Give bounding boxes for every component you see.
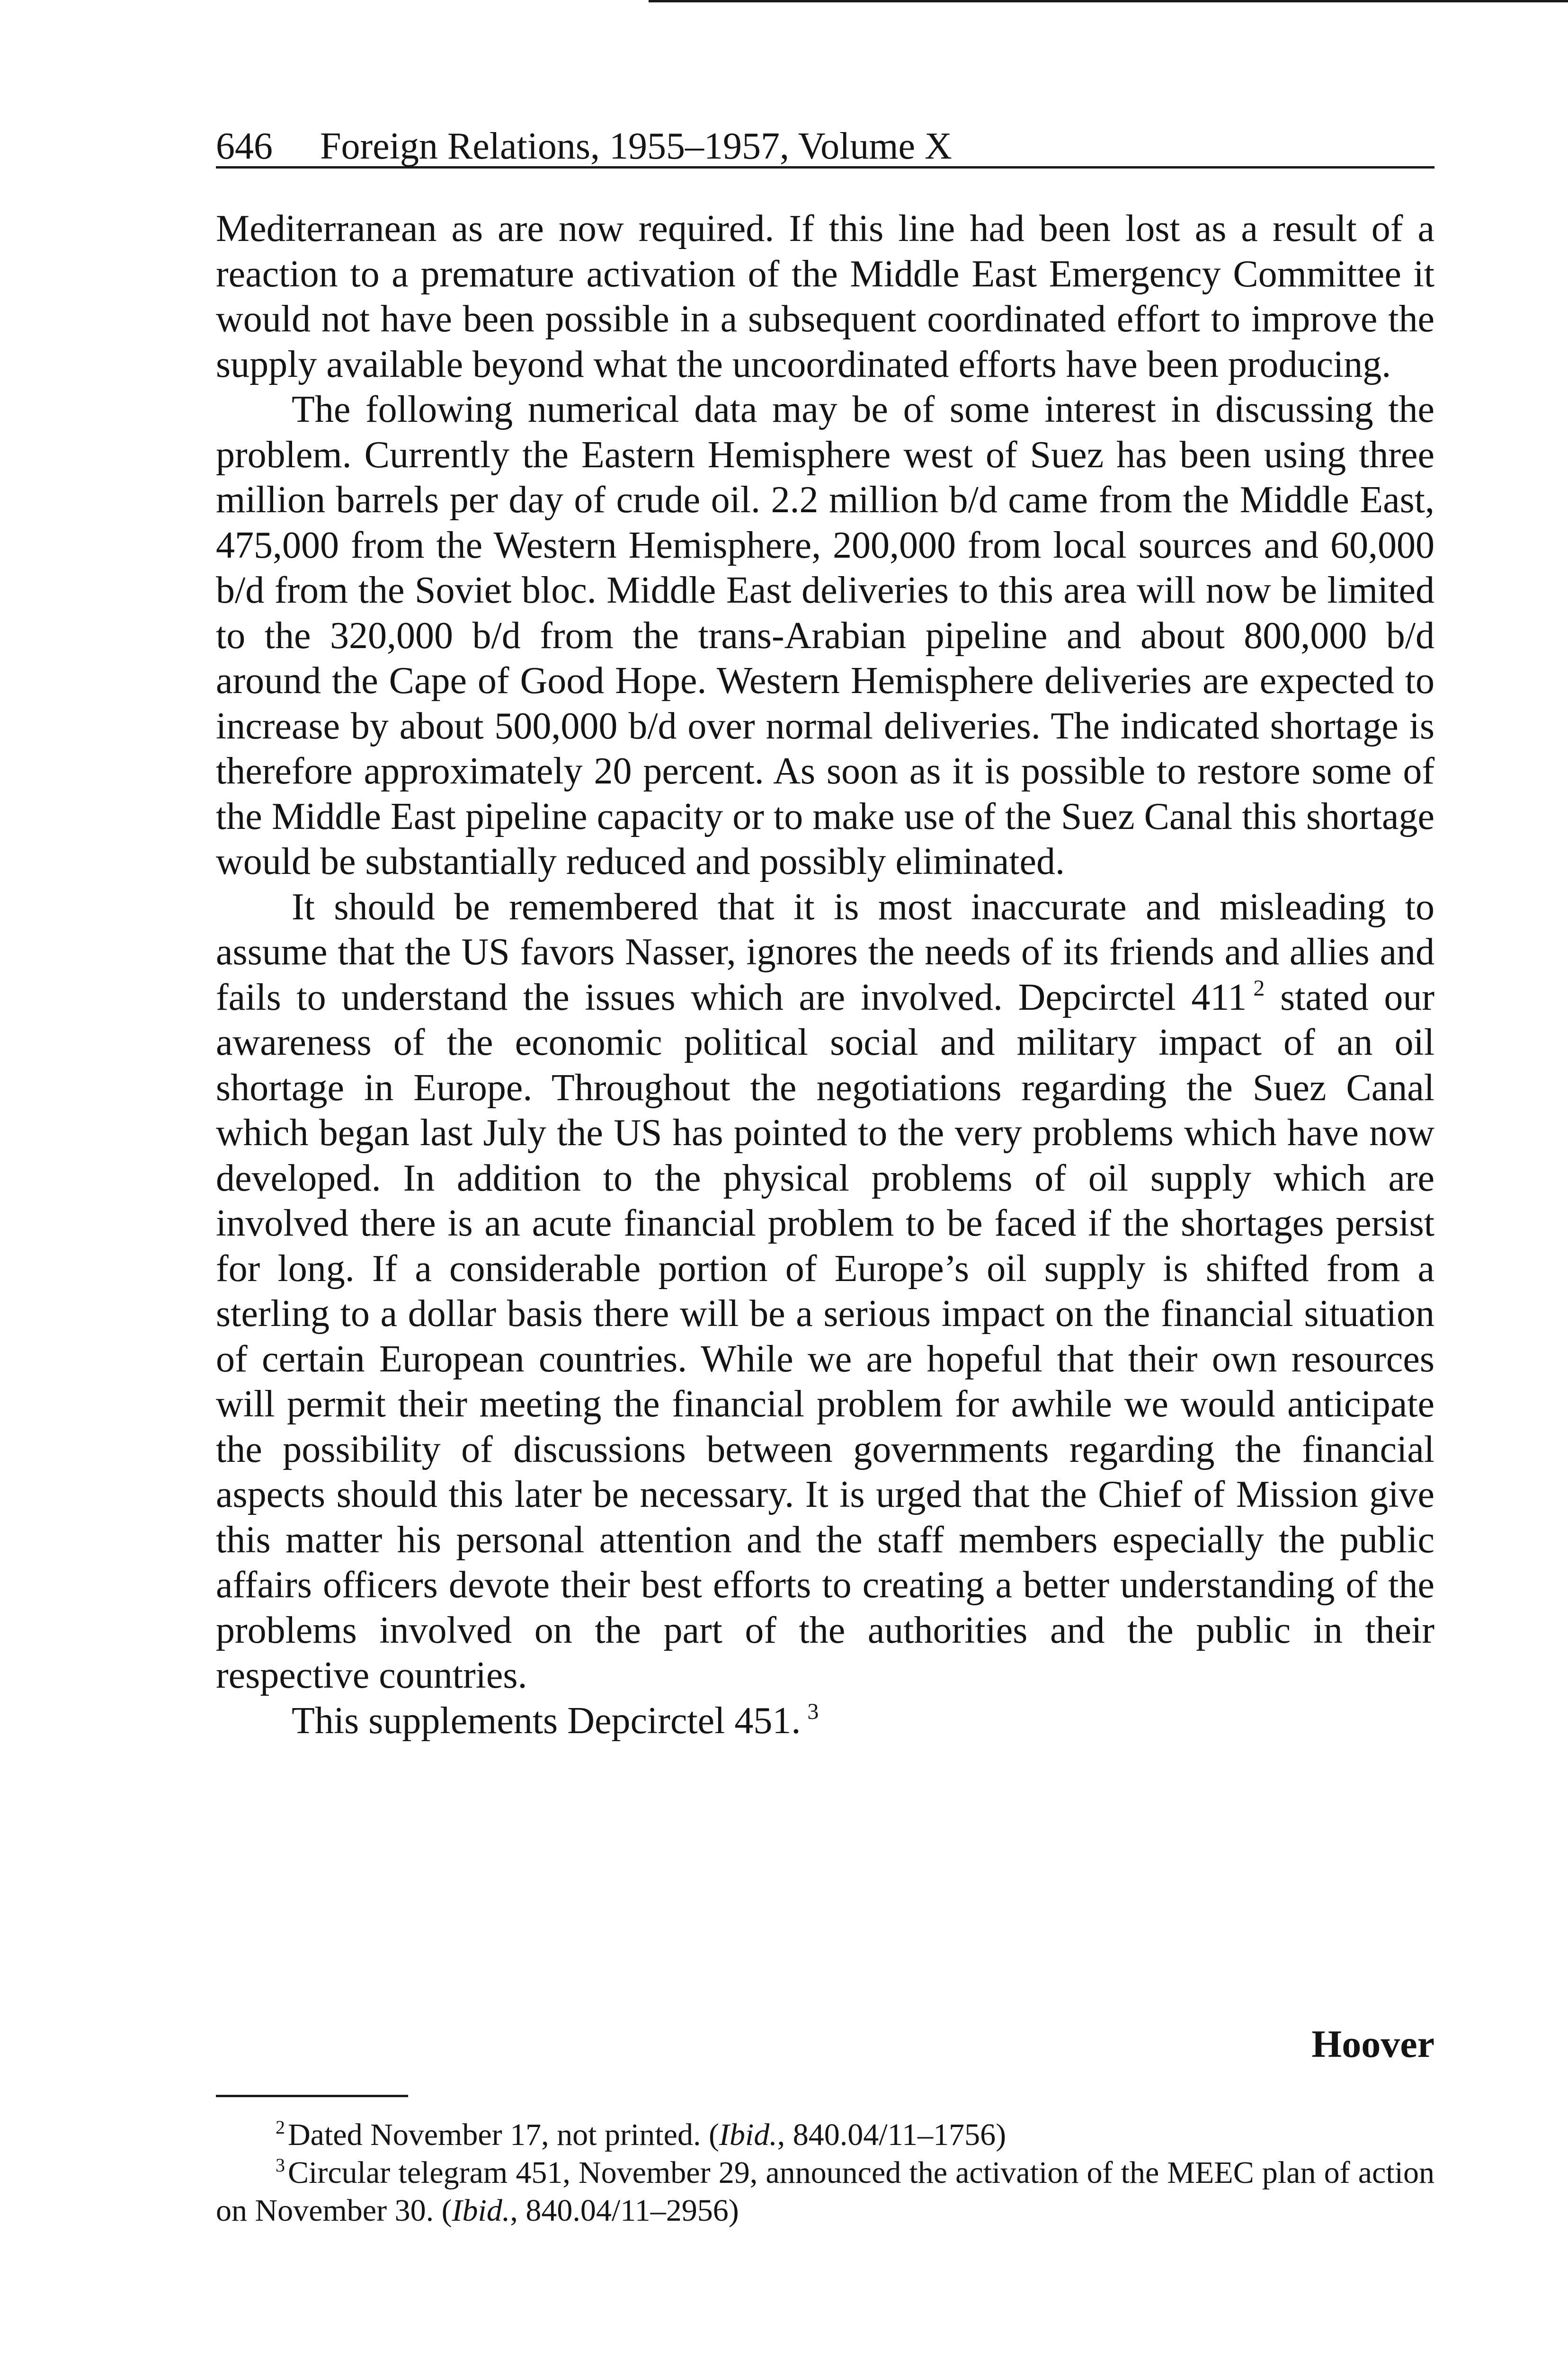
footnote-marker: 2 <box>276 2117 285 2138</box>
footnote-3 <box>216 2154 1434 2230</box>
footnote-citation-ibid: Ibid. <box>719 2118 777 2152</box>
footnote-2 <box>216 2116 1434 2154</box>
paragraph-numerical-data: The following numerical data may be of some interest in discussing the problem. Currently the Eastern Hemisphere west of Suez has been using three million barrels per day of crude oil. 2.2 million b/d came from the Middle East, 475,000 from the Western Hemisphere, 200,000 from local sources and 60,000 b/d from the Soviet bloc. Middle East deliveries to this area will now be limited to the 320,000 b/d from the trans-Arabian pipeline and about 800,000 b/d around the Cape of Good Hope. Western Hemisphere deliveries are expected to increase by about 500,000 b/d over normal deliveries. The indicated shortage is therefore approximately 20 percent. As soon as it is possible to restore some of the Middle East pipeline capacity or to make use of the Suez Canal this shortage would be substantially reduced and possibly eliminated. <box>216 389 1434 882</box>
running-header <box>216 124 1434 169</box>
top-edge-rule <box>649 0 1568 2</box>
footnote-citation-ibid: Ibid. <box>452 2193 510 2228</box>
signature: Hoover <box>1311 2022 1434 2065</box>
footnote-marker: 3 <box>276 2154 285 2176</box>
paragraph-text: stated our awareness of the economic political social and military impact of an oil shortage in Europe. Throughout the negotiations regarding the Suez Canal which began last July the US has pointed to the very problems which have now developed. In addition to the physical problems of oil supply which are involved there is an acute financial problem to be faced if the shortages persist for long. If a considerable portion of Europe’s oil supply is shifted from a sterling to a dollar basis there will be a serious impact on the financial situation of certain European countries. While we are hopeful that their own resources will permit their meeting the financial problem for awhile we would anticipate the possibility of discussions between governments regarding the financial aspects should this later be necessary. It is urged that the Chief of Mission give this matter his personal attention and the staff members especially the public affairs officers devote their best efforts to creating a better understanding of the problems involved on the part of the authorities and the public in their respective countries. <box>216 976 1435 1696</box>
footnote-text: Dated November 17, not printed. ( <box>288 2118 719 2152</box>
footnote-text: Circular telegram 451, November 29, announced the activation of the MEEC plan of action on November 30. ( <box>216 2155 1434 2228</box>
footnote-reference-2: 2 <box>1253 975 1265 1001</box>
paragraph-supplement <box>216 1699 1434 1744</box>
paragraph-us-position <box>216 885 1434 1699</box>
running-title: Foreign Relations, 1955–1957, Volume X <box>320 125 952 167</box>
paragraph-text: It should be remembered that it is most inaccurate and misleading to assume that the US favors Nasser, ignores the needs of its friends and allies and fails to understand the issues which are involved. Depcirctel 411 <box>216 886 1434 1018</box>
footnotes <box>216 2116 1434 2230</box>
footnote-reference-3: 3 <box>807 1699 819 1724</box>
page-number: 646 <box>216 125 273 167</box>
paragraph-continuation: Mediterranean as are now required. If this line had been lost as a result of a reaction to a premature activation of the Middle East Emergency Committee it would not have been possible in a subsequent coordinated effort to improve the supply available beyond what the uncoordinated efforts have been producing. <box>216 208 1434 385</box>
paragraph-text: This supplements Depcirctel 451. <box>292 1700 801 1742</box>
letter-body <box>216 206 1434 1744</box>
footnote-divider <box>216 2095 408 2097</box>
footnote-text: , 840.04/11–2956) <box>510 2193 739 2228</box>
footnote-text: , 840.04/11–1756) <box>777 2118 1007 2152</box>
